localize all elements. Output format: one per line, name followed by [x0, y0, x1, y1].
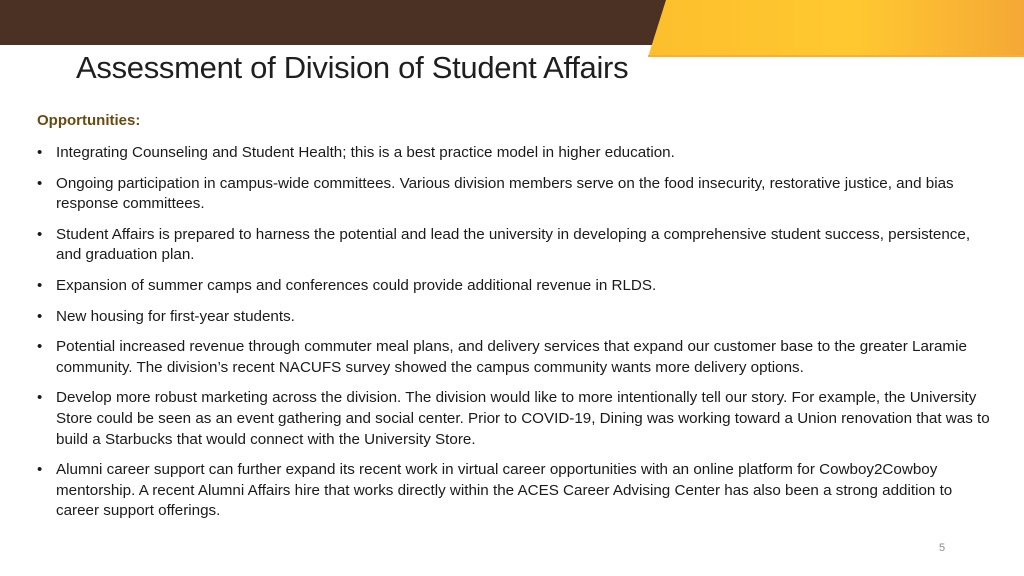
bullet-dot-icon: •	[37, 174, 43, 192]
bullet-item	[37, 174, 995, 215]
bullet-item	[37, 276, 995, 297]
bullet-dot-icon: •	[37, 461, 43, 479]
bullet-dot-icon: •	[37, 144, 43, 161]
bullet-dot-icon: •	[37, 276, 43, 294]
bullet-list	[37, 143, 995, 532]
bullet-item	[37, 388, 995, 450]
page-number: 5	[938, 542, 946, 554]
bullet-dot-icon: •	[37, 389, 43, 407]
header-accent-line	[648, 55, 1024, 57]
bullet-item	[37, 143, 995, 164]
section-heading: Opportunities:	[37, 112, 141, 129]
bullet-text: Ongoing participation in campus-wide committees. Various division members serve on the food insecurity, restorative justice, and bias response committees.	[56, 174, 954, 213]
bullet-text: Integrating Counseling and Student Health; this is a best practice model in higher education.	[56, 144, 675, 161]
bullet-text: Expansion of summer camps and conferences could provide additional revenue in RLDS.	[56, 276, 657, 294]
bullet-text: Alumni career support can further expand its recent work in virtual career opportunities with an online platform for Cowboy2Cowboy mentorship. A recent Alumni Affairs hire that works directly within the ACES Career Advising Center has also been a strong addition to career support offerings.	[56, 461, 953, 520]
bullet-text: Potential increased revenue through commuter meal plans, and delivery services that expand our customer base to the greater Laramie community. The division’s recent NACUFS survey showed the campus community wants more delivery options.	[56, 338, 967, 376]
bullet-text: Student Affairs is prepared to harness the potential and lead the university in developing a comprehensive student success, persistence, and graduation plan.	[56, 225, 971, 264]
slide-title: Assessment of Division of Student Affairs	[76, 50, 629, 85]
bullet-dot-icon: •	[37, 307, 43, 325]
bullet-item	[37, 337, 995, 378]
bullet-item	[37, 225, 995, 266]
bullet-dot-icon: •	[37, 225, 43, 243]
bullet-dot-icon: •	[37, 338, 43, 356]
bullet-item	[37, 460, 995, 522]
bullet-text: Develop more robust marketing across the division. The division would like to more intentionally tell our story. For example, the University Store could be seen as an event gathering and social center. Prior to COVID-19, Dining was working toward a Union renovation that was to build a Starbucks that would connect with the University Store.	[56, 389, 990, 448]
bullet-text: New housing for first-year students.	[56, 307, 295, 325]
header-accent-band	[648, 0, 1024, 57]
bullet-item	[37, 307, 995, 328]
